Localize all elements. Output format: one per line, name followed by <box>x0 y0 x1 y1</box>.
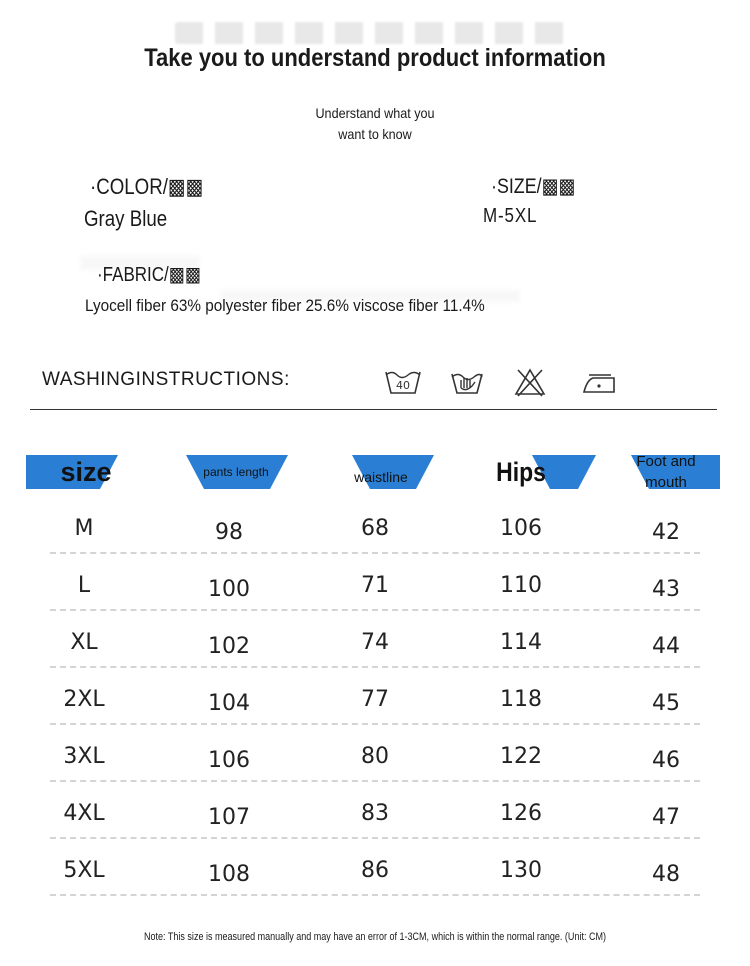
wash-40-icon <box>383 366 423 398</box>
cell-foot-and-mouth: 44 <box>652 634 680 659</box>
size-value: M-5XL <box>483 205 538 227</box>
cell-hips: 114 <box>500 630 542 655</box>
cell-hips: 118 <box>500 687 542 712</box>
row-divider <box>50 609 700 611</box>
cell-waistline: 80 <box>361 744 389 769</box>
table-row <box>0 500 750 557</box>
cell-foot-and-mouth: 47 <box>652 805 680 830</box>
cell-hips: 106 <box>500 516 542 541</box>
cell-pants-length: 107 <box>208 805 250 830</box>
table-row <box>0 671 750 728</box>
row-divider <box>50 723 700 725</box>
measurement-note: Note: This size is measured manually and may have an error of 1-3CM, which is within the normal range. (Unit: CM) <box>143 931 607 943</box>
cell-waistline: 74 <box>361 630 389 655</box>
cell-foot-and-mouth: 42 <box>652 520 680 545</box>
wash-temp-text: 40 <box>396 379 410 392</box>
row-divider <box>50 666 700 668</box>
cell-waistline: 68 <box>361 516 389 541</box>
washing-instructions-label: WASHINGINSTRUCTIONS: <box>42 369 290 390</box>
cell-hips: 130 <box>500 858 542 883</box>
header-pants-length: pants length <box>203 465 269 479</box>
row-divider <box>50 837 700 839</box>
subtitle-line-1: Understand what you <box>315 105 435 121</box>
cell-hips: 126 <box>500 801 542 826</box>
divider-line <box>30 409 717 410</box>
row-divider <box>50 552 700 554</box>
fabric-value: Lyocell fiber 63% polyester fiber 25.6% viscose fiber 11.4% <box>85 296 485 315</box>
faded-header-graphic <box>175 22 575 44</box>
table-row <box>0 728 750 785</box>
cell-waistline: 77 <box>361 687 389 712</box>
cell-size: 3XL <box>63 744 105 769</box>
hand-wash-icon <box>447 366 487 398</box>
cell-pants-length: 98 <box>215 520 243 545</box>
size-label: ·SIZE/▩▩ <box>491 175 576 198</box>
row-divider <box>50 780 700 782</box>
header-foot-and-mouth: Foot and mouth <box>636 453 696 491</box>
cell-foot-and-mouth: 45 <box>652 691 680 716</box>
cell-size: 4XL <box>63 801 105 826</box>
cell-waistline: 86 <box>361 858 389 883</box>
table-row <box>0 557 750 614</box>
cell-pants-length: 108 <box>208 862 250 887</box>
table-row <box>0 614 750 671</box>
iron-icon <box>579 366 619 398</box>
header-size: size <box>60 456 112 487</box>
page-title: Take you to understand product information <box>144 44 606 72</box>
cell-size: 5XL <box>63 858 105 883</box>
header-waistline: waistline <box>354 469 408 485</box>
subtitle-line-2: want to know <box>338 126 412 142</box>
table-header <box>26 455 720 489</box>
page-subtitle <box>38 103 713 145</box>
color-label: ·COLOR/▩▩ <box>90 174 204 199</box>
cell-foot-and-mouth: 46 <box>652 748 680 773</box>
cell-foot-and-mouth: 48 <box>652 862 680 887</box>
cell-foot-and-mouth: 43 <box>652 577 680 602</box>
cell-size: M <box>74 516 94 541</box>
cell-size: 2XL <box>63 687 105 712</box>
row-divider <box>50 894 700 896</box>
no-bleach-icon <box>510 366 550 398</box>
cell-hips: 110 <box>500 573 542 598</box>
cell-pants-length: 102 <box>208 634 250 659</box>
header-hips: Hips <box>496 456 546 487</box>
cell-pants-length: 104 <box>208 691 250 716</box>
color-value: Gray Blue <box>84 206 168 231</box>
table-row <box>0 785 750 842</box>
cell-size: L <box>77 573 91 598</box>
cell-pants-length: 100 <box>208 577 250 602</box>
cell-waistline: 71 <box>361 573 389 598</box>
cell-waistline: 83 <box>361 801 389 826</box>
cell-hips: 122 <box>500 744 542 769</box>
cell-pants-length: 106 <box>208 748 250 773</box>
table-row <box>0 842 750 899</box>
cell-size: XL <box>70 630 98 655</box>
fabric-label: ·FABRIC/▩▩ <box>97 264 201 286</box>
